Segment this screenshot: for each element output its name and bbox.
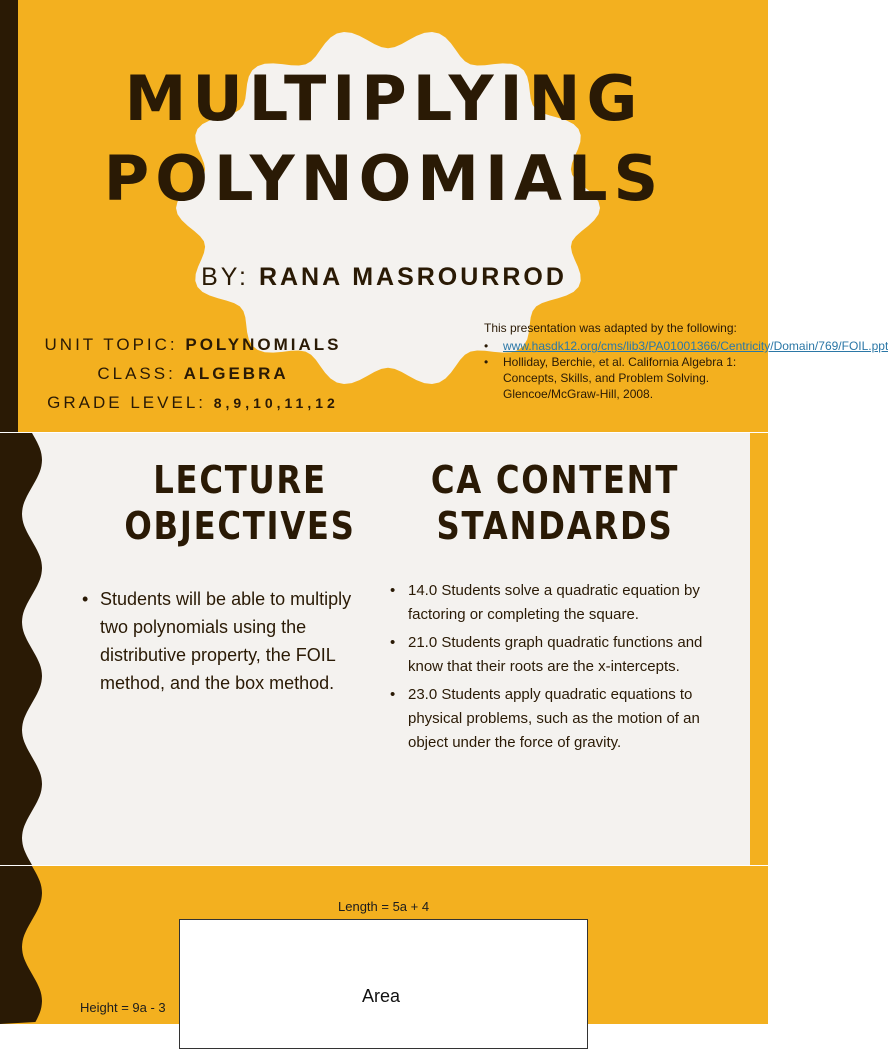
unit-topic-value: POLYNOMIALS [185, 335, 342, 354]
author-name: RANA MASROURROD [258, 263, 567, 291]
bullet-icon: • [484, 339, 489, 353]
ca-content-standards-heading [428, 457, 683, 549]
references [484, 320, 888, 402]
wavy-left-edge [0, 866, 60, 1024]
by-label: BY: [201, 263, 259, 291]
objectives-list [82, 585, 372, 697]
reference-item [484, 338, 888, 354]
course-info [18, 334, 368, 421]
grade-label: GRADE LEVEL: [47, 393, 214, 412]
lecture-objectives-heading [113, 457, 368, 549]
standard-text: 21.0 Students graph quadratic functions and know that their roots are the x-intercepts. [408, 634, 703, 675]
left-accent-strip [0, 0, 18, 432]
length-label: Length = 5a + 4 [338, 899, 430, 914]
title-slide [0, 0, 888, 432]
reference-text: Holliday, Berchie, et al. California Algebra 1: Concepts, Skills, and Problem Solving. Glencoe/McGraw-Hill, 2008. [503, 355, 737, 401]
right-accent-strip [750, 433, 768, 865]
references-intro: This presentation was adapted by the following: [484, 321, 737, 335]
reference-link[interactable]: www.hasdk12.org/cms/lib3/PA01001366/Centricity/Domain/769/FOIL.ppt [503, 339, 888, 353]
heading-line: OBJECTIVES [124, 504, 356, 548]
wavy-left-edge [0, 433, 60, 865]
grade-value: 8,9,10,11,12 [213, 395, 339, 411]
title-line-1: MULTIPLYING [124, 62, 644, 135]
unit-topic-label: UNIT TOPIC: [44, 335, 186, 354]
area-label: Area [362, 986, 401, 1006]
height-label: Height = 9a - 3 [80, 1000, 166, 1015]
heading-line: LECTURE [153, 458, 327, 502]
standard-text: 14.0 Students solve a quadratic equation by factoring or completing the square. [408, 582, 700, 623]
list-item [390, 631, 720, 679]
bullet-icon: • [484, 355, 489, 369]
heading-line: STANDARDS [436, 504, 674, 548]
bullet-icon: • [390, 686, 396, 703]
bullet-icon: • [390, 582, 396, 599]
standard-text: 23.0 Students apply quadratic equations to physical problems, such as the motion of an object under the force of gravity. [408, 686, 700, 751]
box-method-slide [0, 866, 768, 1024]
objective-text: Students will be able to multiply two polynomials using the distributive property, the FOIL method, and the box method. [100, 589, 352, 693]
class-label: CLASS: [97, 364, 184, 383]
class-value: ALGEBRA [183, 364, 289, 383]
title-line-2: POLYNOMIALS [103, 142, 665, 215]
objectives-slide [0, 433, 768, 865]
list-item [390, 579, 720, 627]
unit-topic-row [18, 334, 368, 363]
bullet-icon: • [390, 634, 396, 651]
heading-line: CA CONTENT [430, 458, 680, 502]
list-item [82, 585, 372, 697]
bullet-icon: • [82, 589, 89, 609]
list-item [390, 683, 720, 755]
class-row [18, 363, 368, 392]
area-box [179, 919, 588, 1049]
reference-item [484, 354, 764, 402]
byline [0, 263, 768, 292]
standards-list [390, 579, 720, 759]
grade-row [18, 392, 368, 421]
references-list [484, 338, 888, 402]
